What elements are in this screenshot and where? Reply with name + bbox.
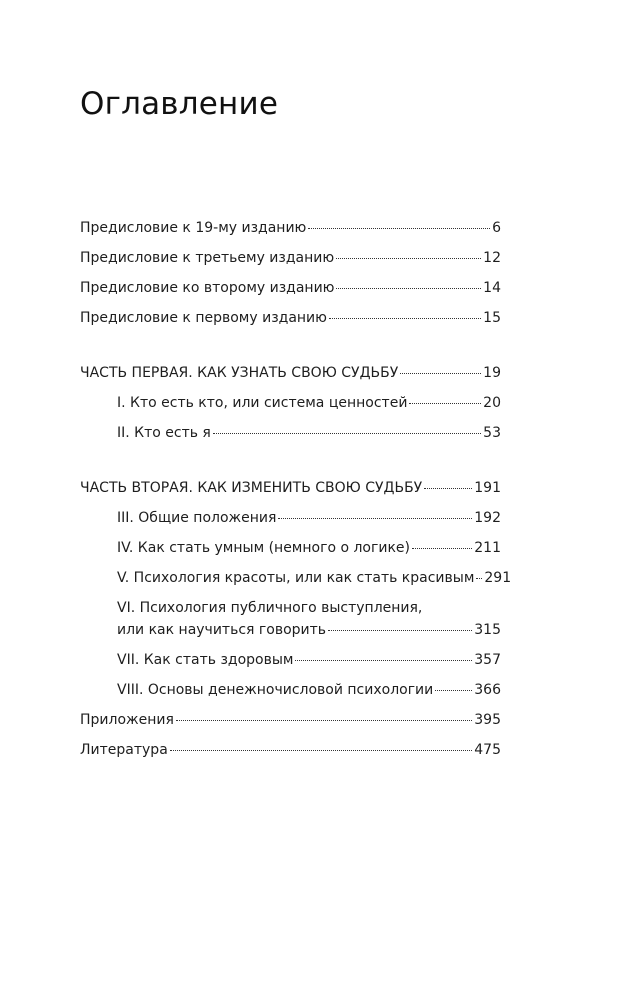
toc-chapter-entry[interactable] <box>80 594 501 646</box>
section-gap <box>80 449 501 474</box>
toc-entry-page: 14 <box>483 280 501 296</box>
toc-entry-page: 291 <box>484 570 512 586</box>
toc-entry-page: 191 <box>474 480 501 496</box>
toc-entry-page: 475 <box>474 742 501 758</box>
toc-entry-label: III. Общие положения <box>117 510 277 526</box>
toc-entry-label: IV. Как стать умным (немного о логике) <box>117 540 410 556</box>
toc-entry-page: 366 <box>474 682 501 698</box>
toc-entry[interactable] <box>80 736 501 766</box>
toc-entry-page: 357 <box>474 652 501 668</box>
dot-leader <box>308 228 490 229</box>
dot-leader <box>409 403 481 404</box>
dot-leader <box>435 690 472 691</box>
toc-entry-label: Предисловие к 19-му изданию <box>80 220 307 236</box>
toc-entry-label: VII. Как стать здоровым <box>117 652 294 668</box>
toc-chapter-entry[interactable] <box>80 676 501 706</box>
toc-entry-label: Предисловие ко второму изданию <box>80 280 335 296</box>
dot-leader <box>476 578 482 579</box>
dot-leader <box>328 630 472 631</box>
dot-leader <box>176 720 472 721</box>
page-title: Оглавление <box>80 86 279 122</box>
toc-chapter-entry[interactable] <box>80 419 501 449</box>
toc-entry-page: 6 <box>492 220 501 236</box>
toc-entry-label: Предисловие к третьему изданию <box>80 250 335 266</box>
table-of-contents <box>80 214 512 766</box>
toc-entry-label-line1: VI. Психология публичного выступления, <box>117 600 423 616</box>
toc-entry[interactable] <box>80 706 501 736</box>
dot-leader <box>295 660 472 661</box>
toc-entry-label: VIII. Основы денежночисловой психологии <box>117 682 434 698</box>
section-gap <box>80 334 501 359</box>
toc-entry-page: 211 <box>474 540 501 556</box>
toc-entry[interactable] <box>80 244 501 274</box>
toc-entry-label: V. Психология красоты, или как стать красивым <box>117 570 475 586</box>
dot-leader <box>336 258 481 259</box>
toc-entry-page: 12 <box>483 250 501 266</box>
toc-part-entry[interactable] <box>80 359 501 389</box>
toc-entry-label: Литература <box>80 742 168 758</box>
dot-leader <box>336 288 481 289</box>
toc-chapter-entry[interactable] <box>80 564 512 594</box>
toc-entry-page: 15 <box>483 310 501 326</box>
toc-entry-page: 395 <box>474 712 501 728</box>
toc-entry-label: II. Кто есть я <box>117 425 211 441</box>
toc-entry-page: 192 <box>474 510 501 526</box>
dot-leader <box>424 488 472 489</box>
toc-entry-label: Приложения <box>80 712 174 728</box>
dot-leader <box>412 548 472 549</box>
toc-entry-page: 53 <box>483 425 501 441</box>
toc-entry[interactable] <box>80 304 501 334</box>
toc-entry-page: 19 <box>483 365 501 381</box>
toc-entry[interactable] <box>80 274 501 304</box>
dot-leader <box>278 518 472 519</box>
toc-chapter-entry[interactable] <box>80 389 501 419</box>
toc-entry-label: ЧАСТЬ ВТОРАЯ. КАК ИЗМЕНИТЬ СВОЮ СУДЬБУ <box>80 480 423 496</box>
toc-chapter-entry[interactable] <box>80 534 501 564</box>
toc-entry-page: 20 <box>483 395 501 411</box>
toc-entry-label: I. Кто есть кто, или система ценностей <box>117 395 408 411</box>
toc-entry[interactable] <box>80 214 501 244</box>
toc-entry-label: Предисловие к первому изданию <box>80 310 327 326</box>
toc-entry-label-line2: или как научиться говорить <box>117 622 327 638</box>
dot-leader <box>170 750 472 751</box>
dot-leader <box>213 433 481 434</box>
toc-part-entry[interactable] <box>80 474 501 504</box>
toc-entry-label: ЧАСТЬ ПЕРВАЯ. КАК УЗНАТЬ СВОЮ СУДЬБУ <box>80 365 399 381</box>
dot-leader <box>329 318 481 319</box>
toc-chapter-entry[interactable] <box>80 646 501 676</box>
toc-entry-page: 315 <box>474 622 501 638</box>
dot-leader <box>400 373 481 374</box>
toc-chapter-entry[interactable] <box>80 504 501 534</box>
